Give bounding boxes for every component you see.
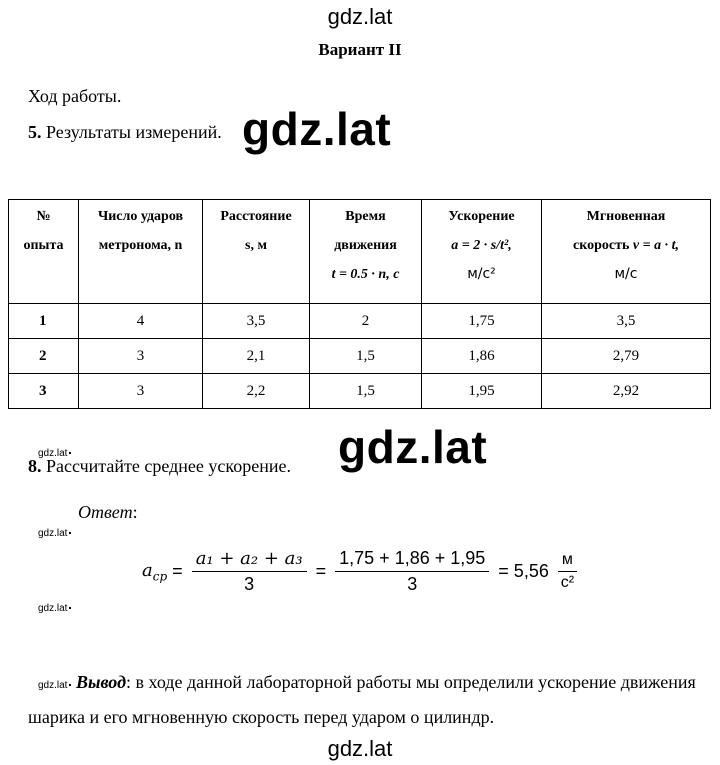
- section-8-number: 8.: [28, 456, 42, 476]
- conclusion-label: Вывод: [76, 672, 126, 692]
- formula-result: = 5,56: [498, 561, 549, 581]
- page-title: Вариант II: [318, 40, 402, 59]
- conclusion-paragraph: [28, 665, 708, 735]
- watermark-small-4: gdz.lat: [38, 680, 71, 691]
- header-instant-velocity: Мгновенная скорость v = a · t, м/с: [542, 200, 711, 304]
- header-time: Время движения t = 0.5 · n, с: [310, 200, 422, 304]
- table-row: 2 3 2,1 1,5 1,86 2,79: [9, 339, 711, 374]
- section-8-text: Рассчитайте среднее ускорение.: [41, 456, 291, 476]
- formula-unit: $\frac{м}{\text{с²}}$: [558, 551, 577, 592]
- progress-label: Ход работы.: [28, 86, 122, 106]
- watermark-top: gdz.lat: [327, 4, 393, 29]
- watermark-small-1: gdz.lat: [38, 448, 71, 459]
- section-5-number: 5.: [28, 122, 42, 142]
- watermark-small-3: gdz.lat: [38, 603, 71, 614]
- conclusion-text: : в ходе данной лабораторной работы мы определили ускорение движения шарика и его мгновенную скорость перед ударом о цилиндр.: [28, 672, 696, 727]
- header-experiment-number: № опыта: [9, 200, 79, 304]
- measurements-table: [8, 199, 711, 409]
- average-acceleration-formula: $a_{ср}$ = $\frac{\text{a₁ + a₂ + a₃}}{3}$ = $\frac{1,75 + 1,86 + 1,95}{3}$ = 5,56 $\frac{м}{\text{с²}}$: [142, 548, 581, 602]
- header-metronome-hits: Число ударов метронома, n: [79, 200, 203, 304]
- formula-fraction-numeric: $\frac{1,75 + 1,86 + 1,95}{3}$: [335, 548, 489, 595]
- header-distance: Расстояние s, м: [203, 200, 310, 304]
- answer-label: Ответ:: [78, 502, 138, 522]
- watermark-small-2: gdz.lat: [38, 528, 71, 539]
- table-row: 1 4 3,5 2 1,75 3,5: [9, 304, 711, 339]
- table-row: 3 3 2,2 1,5 1,95 2,92: [9, 374, 711, 409]
- header-acceleration: Ускорение a = 2 · s/t², м/с²: [422, 200, 542, 304]
- section-5-text: Результаты измерений.: [41, 122, 222, 142]
- watermark-bottom: gdz.lat: [327, 736, 393, 761]
- watermark-big-1: gdz.lat: [242, 103, 392, 155]
- formula-fraction-symbolic: $\frac{\text{a₁ + a₂ + a₃}}{3}$: [192, 548, 307, 595]
- section-5-heading: [28, 122, 222, 143]
- section-8-heading: [28, 456, 291, 477]
- table-header-row: [9, 200, 711, 304]
- watermark-big-2: gdz.lat: [338, 421, 488, 473]
